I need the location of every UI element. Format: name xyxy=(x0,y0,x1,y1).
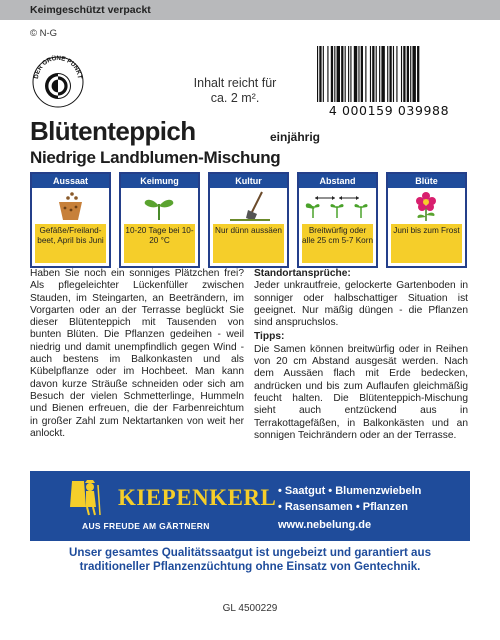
flower-icon xyxy=(388,190,465,222)
card-text: Gefäße/Freiland-beet, April bis Juni xyxy=(35,224,106,263)
card-bluete xyxy=(386,172,467,268)
barcode-bar xyxy=(412,46,415,102)
barcode-bar xyxy=(365,46,366,102)
barcode-bar xyxy=(337,46,340,102)
card-text: 10-20 Tage bei 10-20 °C xyxy=(124,224,195,263)
copyright-note: © N-G xyxy=(30,28,58,39)
barcode-bar xyxy=(348,46,349,102)
statement-line1: Unser gesamtes Qualitätssaatgut ist ungebeizt und garantiert aus xyxy=(68,546,432,559)
barcode-bar xyxy=(379,46,380,102)
barcode-bar xyxy=(334,46,335,102)
card-header: Abstand xyxy=(299,174,376,188)
gl-code: GL 4500229 xyxy=(222,603,278,614)
barcode-bar xyxy=(370,46,371,102)
barcode-bar xyxy=(417,46,419,102)
seed-pot-icon xyxy=(32,190,109,222)
top-bar xyxy=(0,0,500,20)
barcode-bar xyxy=(389,46,391,102)
kiepenkerl-figure-icon xyxy=(50,477,110,517)
product-subtitle: Niedrige Landblumen-Mischung xyxy=(30,148,281,167)
barcode-bar xyxy=(331,46,333,102)
services-line1: • Saatgut • Blumenzwiebeln xyxy=(278,485,422,497)
content-info xyxy=(170,76,300,106)
barcode-bar xyxy=(354,46,357,102)
card-abstand xyxy=(297,172,378,268)
tips-text: Die Samen können breitwürfig oder in Reihen von 20 cm Abstand ausgesät werden. Nach dem Aussäen flach mit Erde bedecken, andrücken und bis zum Auflaufen gleichmäßig feucht halten. Die Blütenteppich-Mischung sieht auch entzückend aus in Terrakottagefäßen, in Balkonkästen und an sonnigen Teichrändern oder an der Terrasse. xyxy=(254,343,468,441)
card-header: Aussaat xyxy=(32,174,109,188)
card-header: Kultur xyxy=(210,174,287,188)
content-info-line1: Inhalt reicht für xyxy=(193,76,277,90)
statement-line2: traditioneller Pflanzenzüchtung ohne Einsatz von Gentechnik. xyxy=(79,560,421,573)
card-header: Keimung xyxy=(121,174,198,188)
services-line2: • Rasensamen • Pflanzen xyxy=(278,501,408,513)
barcode-bar xyxy=(410,46,411,102)
card-kultur xyxy=(208,172,289,268)
description-text: Haben Sie noch ein sonniges Plätzchen frei? Als pflegeleichter Lückenfüller zwischen Stauden, im Steingarten, an Beeträndern, im Vorgarten oder an der Terrasse beglückt Sie dieser Blütenteppich mit Tausenden von bunten Blüten. Die Pflanzen gedeihen - weil niedrig und damit unempfindlich gegen Wind - auch bestens im Balkonkasten und als Kübelpflanze oder im Hochbeet. Man kann davon kurze Sträuße schneiden oder sich am Besuch der vielen Schmetterlinge, Hummeln und Bienen erfreuen, die der Farbenreichtum in großer Zahl zum Nektartanken von weit her anlockt. xyxy=(30,268,244,439)
barcode-bar xyxy=(341,46,343,102)
content-info-line2: ca. 2 m². xyxy=(210,91,260,105)
product-lifecycle: einjährig xyxy=(270,130,321,144)
info-column xyxy=(254,268,468,444)
gruener-punkt-logo xyxy=(30,52,86,108)
logo-text: DER GRÜNE PUNKT xyxy=(32,54,84,80)
location-heading: Standortansprüche: xyxy=(254,268,351,279)
barcode-number: 4 000159 039988 xyxy=(328,103,450,118)
barcode-bar xyxy=(403,46,405,102)
barcode-bar xyxy=(327,46,328,102)
barcode-bar xyxy=(393,46,394,102)
barcode-bar xyxy=(401,46,402,102)
card-header: Blüte xyxy=(388,174,465,188)
barcode-bar xyxy=(396,46,397,102)
barcode-bar xyxy=(361,46,363,102)
description-column xyxy=(30,268,244,442)
brand-name: KIEPENKERL xyxy=(118,485,277,510)
card-text: Nur dünn aussäen xyxy=(213,224,284,263)
barcode-bar xyxy=(381,46,384,102)
barcode-bar xyxy=(317,46,318,102)
card-text: Juni bis zum Frost xyxy=(391,224,462,263)
barcode-bar xyxy=(407,46,409,102)
barcode-bar xyxy=(387,46,388,102)
barcode-bar xyxy=(358,46,359,102)
barcode-bar xyxy=(345,46,346,102)
spacing-icon xyxy=(299,190,376,222)
info-cards xyxy=(30,172,470,272)
product-title: Blütenteppich xyxy=(30,116,196,146)
card-text: Breitwürfig oder alle 25 cm 5-7 Korn xyxy=(302,224,373,263)
tips-heading: Tipps: xyxy=(254,331,285,343)
barcode-bar xyxy=(376,46,377,102)
packaging-note: Keimgeschützt verpackt xyxy=(30,4,151,16)
seedling-icon xyxy=(121,190,198,222)
barcode-bar xyxy=(350,46,351,102)
brand-slogan: AUS FREUDE AM GÄRTNERN xyxy=(82,521,210,531)
quality-statement xyxy=(30,546,470,574)
card-aussaat xyxy=(30,172,111,268)
location-text: Jeder unkrautfreie, gelockerte Gartenboden in sonniger oder halbschattiger Situation ist geeignet. Nur mäßig düngen - die Pflanzen sind anspruchslos. xyxy=(254,280,468,329)
barcode-bar xyxy=(319,46,321,102)
website-link[interactable]: www.nebelung.de xyxy=(278,519,372,531)
barcode-bar xyxy=(323,46,324,102)
card-keimung xyxy=(119,172,200,268)
barcode-bar xyxy=(372,46,374,102)
spade-icon xyxy=(210,190,287,222)
brand-banner xyxy=(30,471,470,541)
